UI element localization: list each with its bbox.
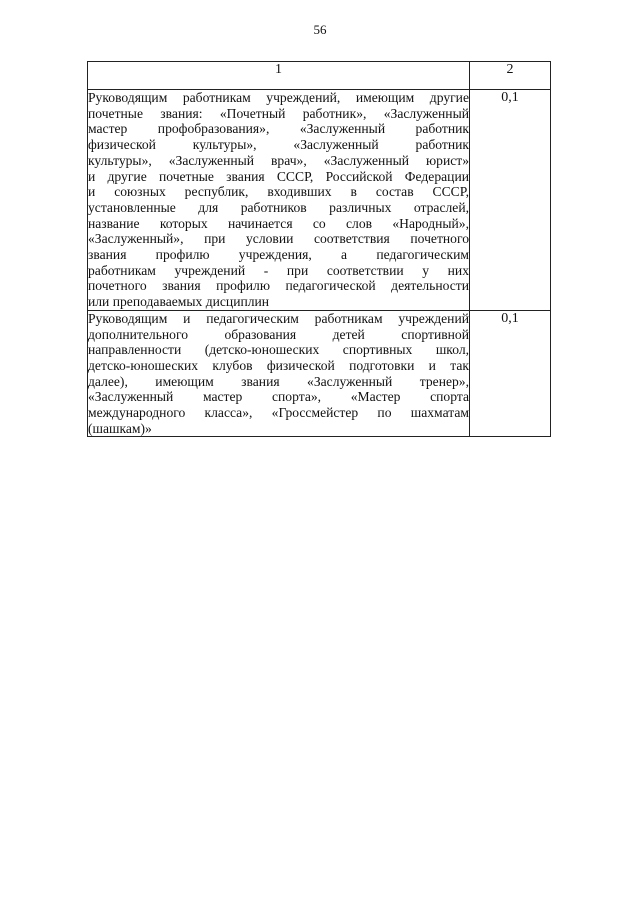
text-line: мастер профобразования», «Заслуженный работник	[88, 121, 469, 137]
text-line: почетные звания: «Почетный работник», «Заслуженный	[88, 105, 469, 121]
text-line: физической культуры», «Заслуженный работник	[88, 137, 469, 153]
text-line: «Заслуженный», при условии соответствия почетного	[88, 231, 469, 247]
text-line: и другие почетные звания СССР, Российской Федерации	[88, 168, 469, 184]
text-line: или преподаваемых дисциплин	[88, 294, 270, 310]
text-line: детско-юношеских клубов физической подготовки и так	[88, 357, 469, 373]
text-line: международного класса», «Гроссмейстер по шахматам	[88, 405, 469, 421]
page-number: 56	[313, 22, 327, 37]
text-line: звания профилю учреждения, а педагогическим	[88, 247, 469, 263]
text-line: дополнительного образования детей спортивной	[88, 326, 469, 342]
text-line: название которых начинается со слов «Народный»,	[88, 215, 469, 231]
text-line: «Заслуженный мастер спорта», «Мастер спорта	[88, 389, 469, 405]
table-header-row	[88, 62, 551, 90]
row-2-description	[88, 310, 470, 437]
text-line: далее), имеющим звания «Заслуженный тренер»,	[88, 373, 469, 389]
text-line: установленные для работников различных отраслей,	[88, 199, 469, 215]
allowance-table	[87, 61, 551, 437]
text-line: почетного звания профилю педагогической деятельности	[88, 278, 469, 294]
text-line: работникам учреждений - при соответствии у них	[88, 262, 469, 278]
text-line: и союзных республик, входивших в состав СССР,	[88, 184, 469, 200]
table-row	[88, 90, 551, 311]
text-line: Руководящим и педагогическим работникам учреждений	[88, 310, 469, 326]
column-header-1: 1	[88, 62, 470, 90]
text-line: (шашкам)»	[88, 420, 152, 436]
text-line: направленности (детско-юношеских спортивных школ,	[88, 342, 469, 358]
row-1-description	[88, 90, 470, 311]
text-line: культуры», «Заслуженный врач», «Заслуженный юрист»	[88, 152, 469, 168]
row-1-value: 0,1	[470, 90, 551, 311]
column-header-2: 2	[470, 62, 551, 90]
text-line: Руководящим работникам учреждений, имеющим другие	[88, 90, 469, 105]
table-row	[88, 310, 551, 437]
row-2-value: 0,1	[470, 310, 551, 437]
